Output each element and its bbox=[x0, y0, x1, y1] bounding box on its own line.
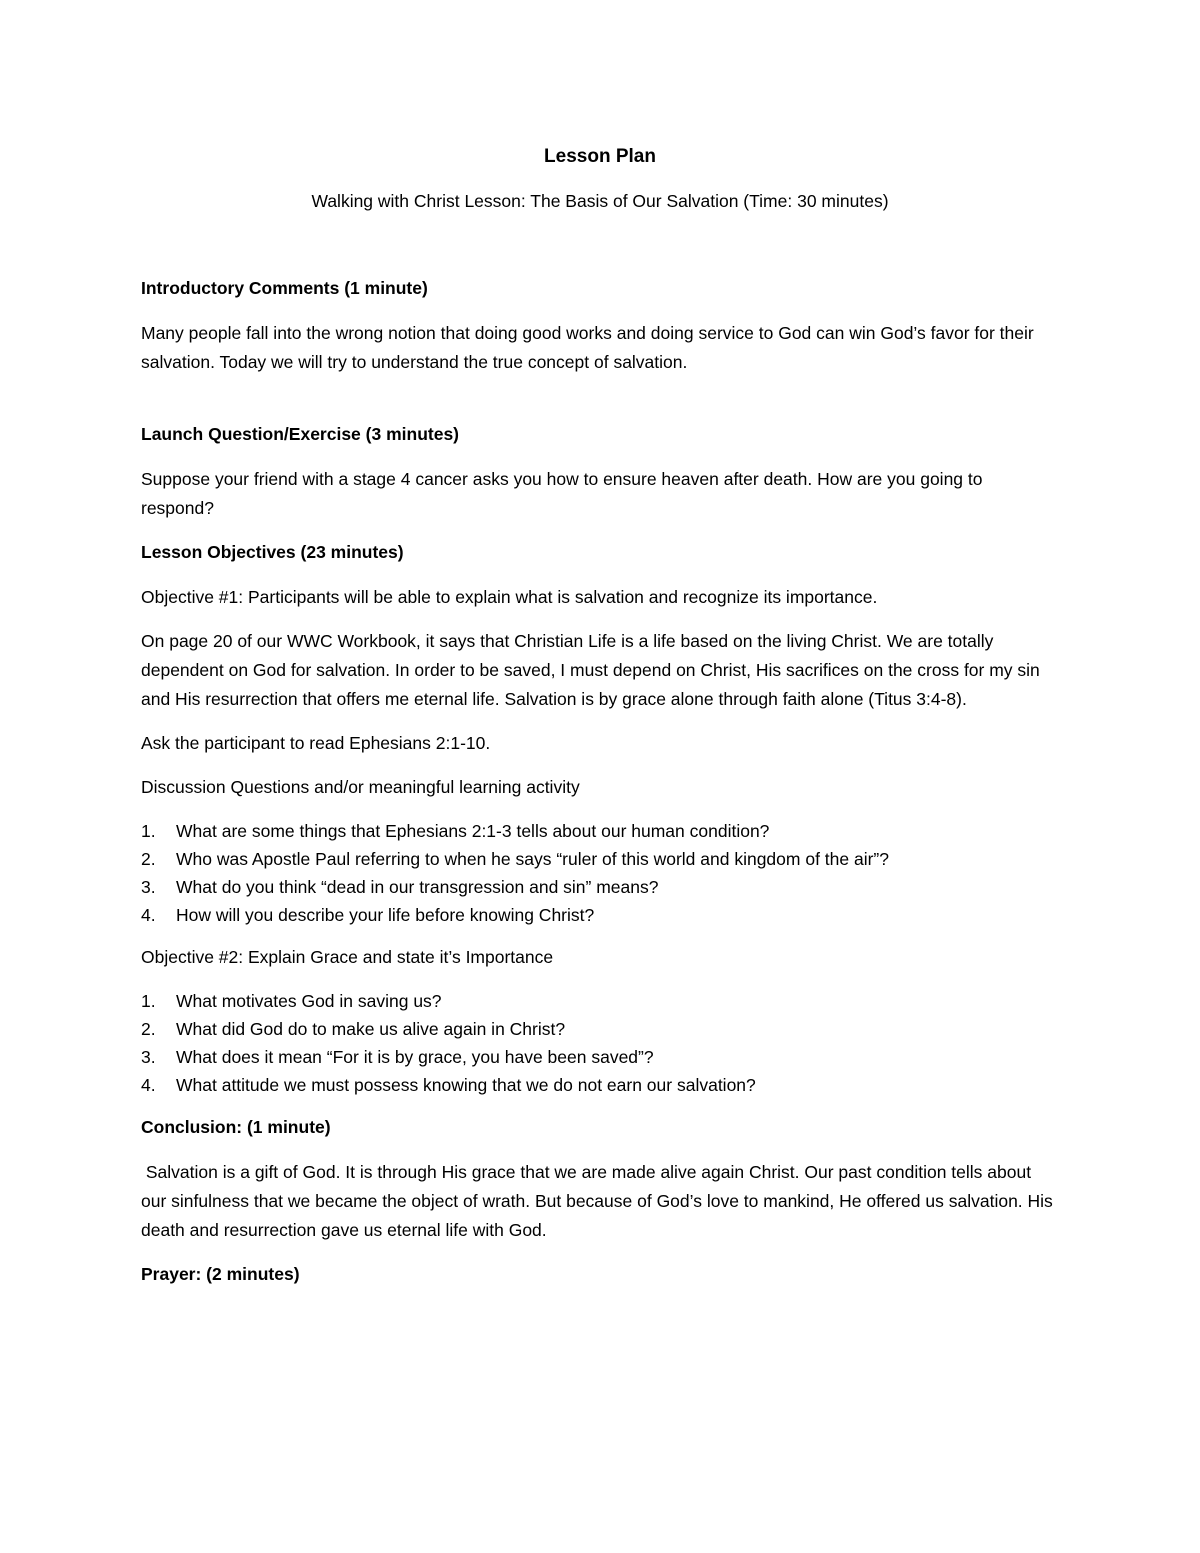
list-item-text: What motivates God in saving us? bbox=[176, 991, 442, 1011]
list-item-text: What are some things that Ephesians 2:1-3 tells about our human condition? bbox=[176, 821, 770, 841]
questions-list-2 bbox=[141, 987, 1059, 1099]
list-item-number: 3. bbox=[141, 877, 156, 897]
list-item bbox=[141, 901, 1059, 929]
list-item-number: 3. bbox=[141, 1047, 156, 1067]
list-item bbox=[141, 1043, 1059, 1071]
list-item-text: Who was Apostle Paul referring to when he says “ruler of this world and kingdom of the air”? bbox=[176, 849, 889, 869]
intro-text: Many people fall into the wrong notion that doing good works and doing service to God can win God’s favor for their salvation. Today we will try to understand the true concept of salvation. bbox=[141, 323, 1034, 372]
conclusion-heading: Conclusion: (1 minute) bbox=[141, 1117, 331, 1137]
document-title: Lesson Plan bbox=[544, 146, 656, 167]
list-item-number: 1. bbox=[141, 821, 156, 841]
list-item bbox=[141, 817, 1059, 845]
objectives-heading: Lesson Objectives (23 minutes) bbox=[141, 542, 404, 562]
reading-instruction: Ask the participant to read Ephesians 2:1-10. bbox=[141, 733, 491, 753]
list-item-text: How will you describe your life before knowing Christ? bbox=[176, 905, 595, 925]
objective-2: Objective #2: Explain Grace and state it’s Importance bbox=[141, 947, 554, 967]
conclusion-text: Salvation is a gift of God. It is through His grace that we are made alive again Christ. Our past condition tells about our sinfulness that we became the object of wrath. But because of God’s love to mankind, He offered us salvation. His death and resurrection gave us eternal life with God. bbox=[141, 1162, 1058, 1240]
list-item bbox=[141, 987, 1059, 1015]
list-item-text: What do you think “dead in our transgression and sin” means? bbox=[176, 877, 659, 897]
list-item bbox=[141, 873, 1059, 901]
list-item bbox=[141, 845, 1059, 873]
list-item bbox=[141, 1015, 1059, 1043]
list-item-number: 2. bbox=[141, 849, 156, 869]
launch-heading: Launch Question/Exercise (3 minutes) bbox=[141, 424, 459, 444]
objective-1: Objective #1: Participants will be able to explain what is salvation and recognize its importance. bbox=[141, 587, 878, 607]
questions-list-1 bbox=[141, 817, 1059, 929]
launch-text: Suppose your friend with a stage 4 cancer asks you how to ensure heaven after death. How are you going to respond? bbox=[141, 469, 983, 518]
discussion-label: Discussion Questions and/or meaningful learning activity bbox=[141, 777, 580, 797]
list-item-number: 2. bbox=[141, 1019, 156, 1039]
list-item-number: 4. bbox=[141, 905, 156, 925]
prayer-heading: Prayer: (2 minutes) bbox=[141, 1264, 300, 1284]
list-item-text: What attitude we must possess knowing that we do not earn our salvation? bbox=[176, 1075, 756, 1095]
list-item bbox=[141, 1071, 1059, 1099]
list-item-text: What does it mean “For it is by grace, you have been saved”? bbox=[176, 1047, 654, 1067]
list-item-number: 4. bbox=[141, 1075, 156, 1095]
objective-1-text: On page 20 of our WWC Workbook, it says that Christian Life is a life based on the living Christ. We are totally dependent on God for salvation. In order to be saved, I must depend on Christ, His sacrifices on the cross for my sin and His resurrection that offers me eternal life. Salvation is by grace alone through faith alone (Titus 3:4-8). bbox=[141, 631, 1040, 709]
list-item-number: 1. bbox=[141, 991, 156, 1011]
list-item-text: What did God do to make us alive again in Christ? bbox=[176, 1019, 566, 1039]
intro-heading: Introductory Comments (1 minute) bbox=[141, 278, 428, 298]
document-body bbox=[141, 142, 1059, 1305]
document-subtitle: Walking with Christ Lesson: The Basis of Our Salvation (Time: 30 minutes) bbox=[311, 191, 889, 211]
